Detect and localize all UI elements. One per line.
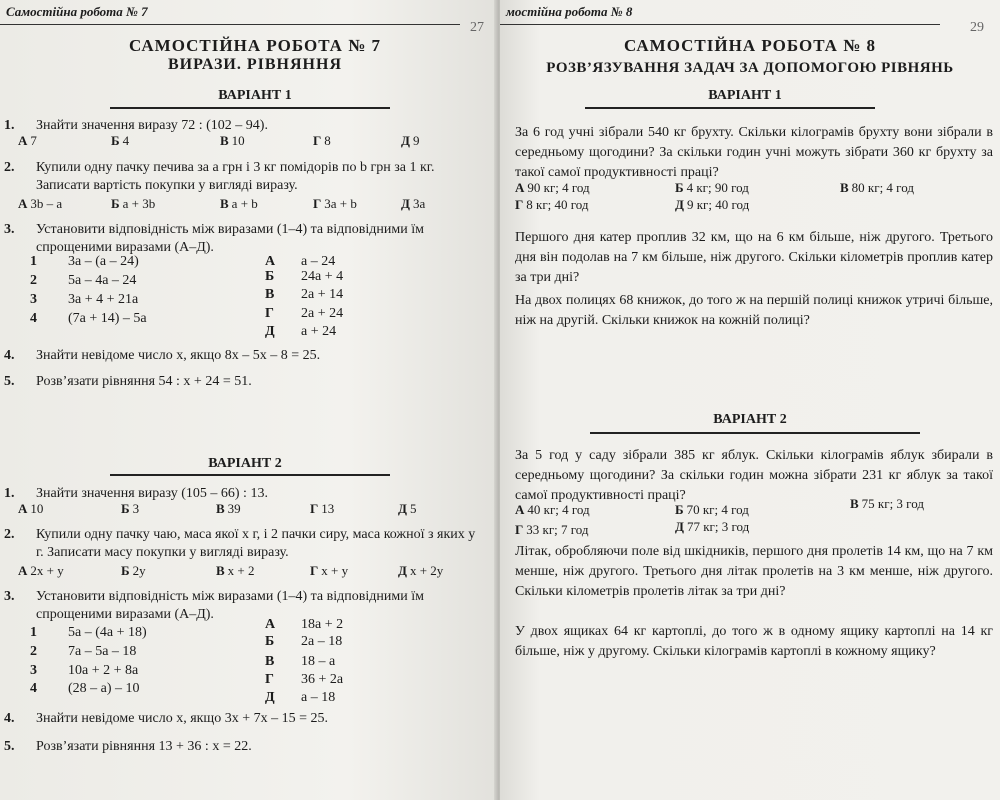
match-left-item: 4 (28 – a) – 10	[30, 681, 140, 696]
right-variant-1-rule	[585, 107, 875, 109]
answer-option: Б 70 кг; 4 год	[675, 502, 749, 517]
task-number: 2.	[4, 527, 15, 542]
answer-option: Г 33 кг; 7 год	[515, 522, 589, 537]
left-v1-matching	[30, 254, 430, 344]
match-right-item: А a – 24	[265, 254, 336, 269]
left-page	[0, 0, 497, 800]
match-right-item: Б 2a – 18	[265, 634, 343, 649]
match-right-item: Г 2a + 24	[265, 306, 344, 321]
right-page-number: 29	[970, 20, 984, 35]
match-left-item: 1 5a – (4a + 18)	[30, 625, 147, 640]
left-subtitle: ВИРАЗИ. РІВНЯННЯ	[167, 56, 342, 73]
left-header-rule	[0, 24, 460, 25]
right-v2-task-1: За 5 год у саду зібрали 385 кг яблук. Скільки кілограмів яблук збирали в середньому щогодини? За скільки годин можна зібрати 231 кг яблук за такої самої продуктивності праці?	[515, 448, 993, 503]
match-left-item: 4 (7a + 14) – 5a	[30, 311, 147, 326]
right-v2-task-1-options	[515, 496, 995, 538]
task-number: 2.	[4, 160, 15, 175]
answer-option: А 3b – a	[18, 196, 63, 211]
right-v1-task-1: За 6 год учні зібрали 540 кг брухту. Скільки кілограмів брухту вони зібрали в середньому щогодини? За скільки годин учні можуть зібрати 360 кг брухту за такої самої продуктивності праці?	[515, 125, 993, 180]
answer-option: Г x + y	[310, 563, 349, 578]
match-right-item: В 2a + 14	[265, 287, 344, 302]
right-v1-task-2: Першого дня катер проплив 32 км, що на 6 км більше, ніж другого. Третього дня він подолав на 7 км більше, ніж другого. Скільки кілометрів проплив катер за три дні?	[515, 230, 993, 285]
answer-option: В 80 кг; 4 год	[840, 180, 914, 195]
task-number: 5.	[4, 739, 15, 754]
right-v1-task-3: На двох полицях 68 книжок, до того ж на першій полиці книжок утричі більше, ніж на другій. Скільки книжок на кожній полиці?	[515, 293, 993, 328]
task-number: 1.	[4, 118, 15, 133]
answer-option: Г 13	[310, 501, 335, 516]
right-page	[500, 0, 1000, 800]
match-left-item: 2 5a – 4a – 24	[30, 273, 137, 288]
right-v2-task-2: Літак, обробляючи поле від шкідників, першого дня пролетів 14 км, що на 7 км менше, ніж другого. Третього дня літак пролетів на 3 км менше, ніж другого. Скільки кілометрів пролетів літак за три дні?	[515, 544, 993, 599]
task-text: Розв’язати рівняння 54 : x + 24 = 51.	[36, 374, 252, 389]
task-text: Установити відповідність між виразами (1–4) та відповідними їм спрощеними виразами (А–Д).	[36, 222, 424, 255]
left-variant-2-rule	[110, 474, 390, 476]
answer-option: А 40 кг; 4 год	[515, 502, 590, 517]
left-variant-1-heading: ВАРІАНТ 1	[218, 88, 292, 103]
answer-option: В 75 кг; 3 год	[850, 496, 924, 511]
match-right-item: В 18 – a	[265, 654, 336, 669]
answer-option: Б 3	[121, 501, 140, 516]
match-right-item: Д a + 24	[265, 324, 337, 339]
match-right-item: Д a – 18	[265, 690, 336, 705]
task-text: Знайти значення виразу (105 – 66) : 13.	[36, 486, 268, 501]
right-title: САМОСТІЙНА РОБОТА № 8	[623, 36, 877, 55]
task-number: 3.	[4, 222, 15, 237]
answer-option: В x + 2	[216, 563, 255, 578]
answer-option: В 10	[220, 133, 245, 148]
answer-option: А 2x + y	[18, 563, 64, 578]
right-variant-2-heading: ВАРІАНТ 2	[713, 412, 787, 427]
left-v2-matching	[30, 617, 430, 707]
answer-option: Г 8	[313, 133, 331, 148]
task-text: Знайти невідоме число x, якщо 8x – 5x – 8 = 25.	[36, 348, 321, 363]
right-subtitle: РОЗВ’ЯЗУВАННЯ ЗАДАЧ ЗА ДОПОМОГОЮ РІВНЯНЬ	[546, 60, 954, 76]
task-text: Купили одну пачку чаю, маса якої x г, і 2 пачки сиру, маса кожної з яких y г. Записати масу покупки у вигляді виразу.	[36, 527, 476, 560]
answer-option: Д 5	[398, 501, 417, 516]
answer-option: А 90 кг; 4 год	[515, 180, 590, 195]
task-number: 3.	[4, 589, 15, 604]
right-v2-task-3: У двох ящиках 64 кг картоплі, до того ж в одному ящику картоплі на 14 кг більше, ніж у другому. Скільки кілограмів картоплі в кожному ящику?	[515, 624, 993, 659]
left-variant-1-rule	[110, 107, 390, 109]
task-number: 5.	[4, 374, 15, 389]
answer-option: Б 4	[111, 133, 130, 148]
answer-option: Б 4 кг; 90 год	[675, 180, 749, 195]
match-left-item: 3 10a + 2 + 8a	[30, 663, 139, 678]
match-right-item: Г 36 + 2a	[265, 672, 344, 687]
task-text: Установити відповідність між виразами (1–4) та відповідними їм спрощеними виразами (А–Д).	[36, 589, 424, 622]
answer-option: Б a + 3b	[111, 196, 156, 211]
match-right-item: Б 24a + 4	[265, 269, 344, 284]
match-left-item: 3 3a + 4 + 21a	[30, 292, 139, 307]
task-number: 4.	[4, 348, 15, 363]
right-running-head: мостійна робота № 8	[506, 4, 633, 19]
answer-option: Д x + 2y	[398, 563, 444, 578]
task-text: Розв’язати рівняння 13 + 36 : x = 22.	[36, 739, 252, 754]
task-text: Знайти невідоме число x, якщо 3x + 7x – 15 = 25.	[36, 711, 329, 726]
right-header-rule	[500, 24, 940, 25]
left-title: САМОСТІЙНА РОБОТА № 7	[128, 36, 382, 55]
match-right-item: А 18a + 2	[265, 617, 344, 632]
answer-option: Д 3a	[401, 196, 426, 211]
answer-option: Б 2y	[121, 563, 146, 578]
answer-option: Г 8 кг; 40 год	[515, 197, 589, 212]
left-v1-task-2	[4, 159, 484, 197]
answer-option: Д 77 кг; 3 год	[675, 519, 750, 534]
task-text: Купили одну пачку печива за a грн і 3 кг помідорів по b грн за 1 кг. Записати вартість покупки у вигляді виразу.	[36, 160, 435, 193]
left-running-head: Самостійна робота № 7	[6, 4, 148, 19]
answer-option: Г 3a + b	[313, 196, 357, 211]
answer-option: Д 9	[401, 133, 420, 148]
answer-option: А 10	[18, 501, 44, 516]
right-v1-task-1-options	[515, 180, 995, 216]
answer-option: В 39	[216, 501, 241, 516]
task-number: 4.	[4, 711, 15, 726]
left-v2-task-2	[4, 526, 484, 564]
answer-option: А 7	[18, 133, 37, 148]
match-left-item: 2 7a – 5a – 18	[30, 644, 137, 659]
left-page-number: 27	[470, 20, 484, 35]
answer-option: Д 9 кг; 40 год	[675, 197, 750, 212]
right-variant-1-heading: ВАРІАНТ 1	[708, 88, 782, 103]
left-variant-2-heading: ВАРІАНТ 2	[208, 456, 282, 471]
right-variant-2-rule	[590, 432, 920, 434]
task-number: 1.	[4, 486, 15, 501]
answer-option: В a + b	[220, 196, 258, 211]
match-left-item: 1 3a – (a – 24)	[30, 254, 139, 269]
task-text: Знайти значення виразу 72 : (102 – 94).	[36, 118, 268, 133]
